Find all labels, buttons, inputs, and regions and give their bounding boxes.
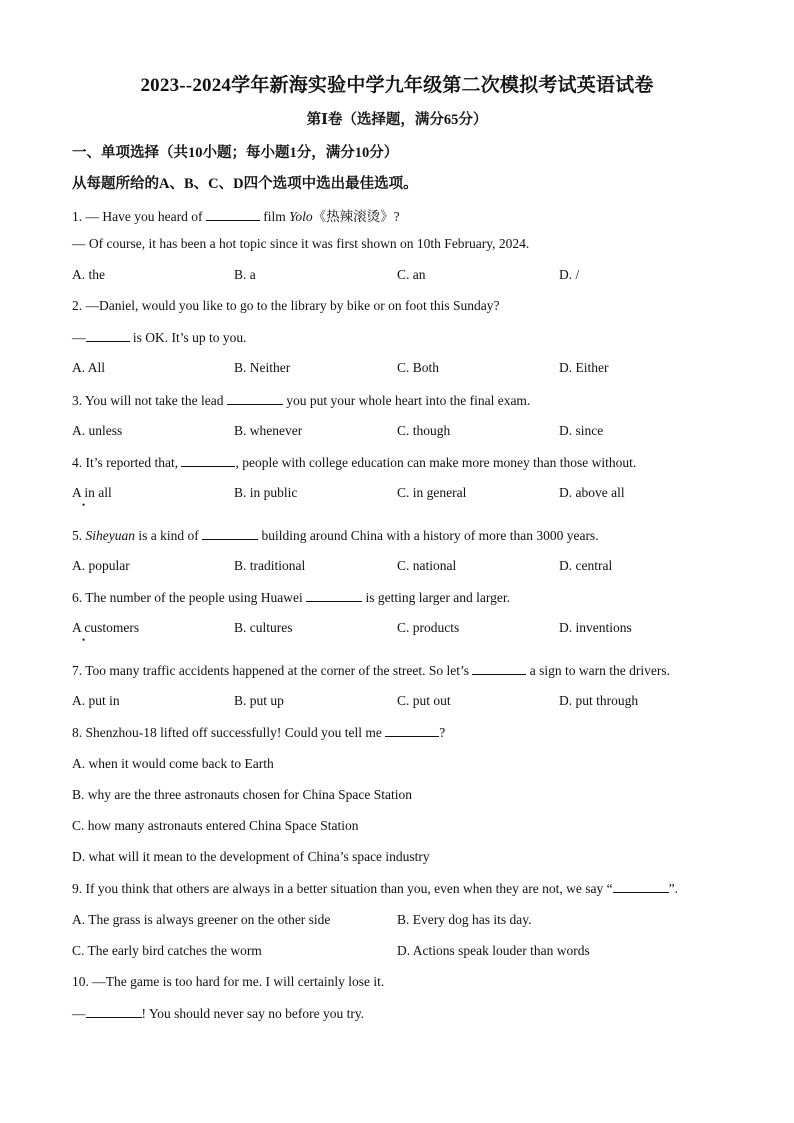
answer-blank — [306, 589, 362, 602]
question-9-option-b[interactable]: B. Every dog has its day. — [397, 912, 532, 927]
question-6-option-a[interactable]: A customers — [72, 620, 140, 635]
answer-blank — [202, 527, 258, 540]
section-heading: 一、单项选择（共10小题；每小题1分，满分10分） — [72, 145, 399, 161]
question-1-stem: 1. — Have you heard of film Yolo《热辣滚烫》? — [72, 209, 400, 224]
question-3-option-d[interactable]: D. since — [559, 423, 604, 438]
question-2-reply: — is OK. It’s up to you. — [72, 330, 247, 345]
question-2-option-a[interactable]: A. All — [72, 360, 106, 375]
part-subtitle: 第Ⅰ卷（选择题，满分65分） — [306, 112, 488, 128]
question-7-option-c[interactable]: C. put out — [397, 693, 451, 708]
question-8-option-d[interactable]: D. what will it mean to the development of China’s space industry — [72, 849, 430, 864]
question-8-option-c[interactable]: C. how many astronauts entered China Space Station — [72, 818, 359, 833]
question-1-option-c[interactable]: C. an — [397, 267, 426, 282]
stray-dot-mark: • — [82, 500, 86, 510]
question-4-stem: 4. It’s reported that, , people with college education can make more money than those without. — [72, 455, 637, 470]
question-8-option-a[interactable]: A. when it would come back to Earth — [72, 756, 274, 771]
question-4-option-d[interactable]: D. above all — [559, 485, 625, 500]
question-2-option-c[interactable]: C. Both — [397, 360, 440, 375]
question-3-option-b[interactable]: B. whenever — [234, 423, 303, 438]
answer-blank — [206, 208, 260, 221]
answer-blank — [227, 392, 283, 405]
question-6-option-b[interactable]: B. cultures — [234, 620, 293, 635]
question-8-stem: 8. Shenzhou-18 lifted off successfully! Could you tell me ? — [72, 725, 446, 740]
answer-blank — [86, 329, 130, 342]
question-5-option-a[interactable]: A. popular — [72, 558, 130, 573]
question-3-option-c[interactable]: C. though — [397, 423, 451, 438]
question-7-option-d[interactable]: D. put through — [559, 693, 639, 708]
question-5-option-d[interactable]: D. central — [559, 558, 613, 573]
section-instruction: 从每题所给的A、B、C、D四个选项中选出最佳选项。 — [72, 176, 418, 192]
question-9-option-a[interactable]: A. The grass is always greener on the other side — [72, 912, 331, 927]
question-10-stem: 10. —The game is too hard for me. I will certainly lose it. — [72, 974, 385, 989]
answer-blank — [86, 1005, 142, 1018]
question-1-option-d[interactable]: D. / — [559, 267, 580, 282]
question-3-option-a[interactable]: A. unless — [72, 423, 123, 438]
question-3-stem: 3. You will not take the lead you put your whole heart into the final exam. — [72, 393, 531, 408]
question-4-option-a[interactable]: A in all — [72, 485, 112, 500]
answer-blank — [181, 454, 235, 467]
question-4-option-b[interactable]: B. in public — [234, 485, 298, 500]
question-9-option-d[interactable]: D. Actions speak louder than words — [397, 943, 590, 958]
question-7-stem: 7. Too many traffic accidents happened at the corner of the street. So let’s a sign to warn the drivers. — [72, 663, 671, 678]
question-7-option-b[interactable]: B. put up — [234, 693, 284, 708]
question-1-option-b[interactable]: B. a — [234, 267, 256, 282]
question-7-option-a[interactable]: A. put in — [72, 693, 120, 708]
question-2-stem: 2. —Daniel, would you like to go to the library by bike or on foot this Sunday? — [72, 298, 500, 313]
page-title: 2023--2024学年新海实验中学九年级第二次模拟考试英语试卷 — [140, 75, 654, 96]
question-1-reply: — Of course, it has been a hot topic since it was first shown on 10th February, 2024. — [72, 236, 530, 251]
answer-blank — [472, 662, 526, 675]
question-5-option-b[interactable]: B. traditional — [234, 558, 306, 573]
question-2-option-b[interactable]: B. Neither — [234, 360, 291, 375]
question-6-stem: 6. The number of the people using Huawei is getting larger and larger. — [72, 590, 511, 605]
question-4-option-c[interactable]: C. in general — [397, 485, 467, 500]
question-2-option-d[interactable]: D. Either — [559, 360, 609, 375]
question-5-option-c[interactable]: C. national — [397, 558, 457, 573]
question-8-option-b[interactable]: B. why are the three astronauts chosen for China Space Station — [72, 787, 413, 802]
question-1-option-a[interactable]: A. the — [72, 267, 105, 282]
question-9-option-c[interactable]: C. The early bird catches the worm — [72, 943, 262, 958]
question-6-option-c[interactable]: C. products — [397, 620, 460, 635]
question-10-reply: — ! You should never say no before you try. — [72, 1006, 365, 1021]
question-5-stem: 5. Siheyuan is a kind of building around China with a history of more than 3000 years. — [72, 528, 599, 543]
stray-dot-mark: • — [82, 635, 86, 645]
question-9-stem: 9. If you think that others are always in a better situation than you, even when they are not, we say “ ”. — [72, 881, 678, 896]
answer-blank — [385, 724, 439, 737]
answer-blank — [613, 880, 669, 893]
question-6-option-d[interactable]: D. inventions — [559, 620, 632, 635]
